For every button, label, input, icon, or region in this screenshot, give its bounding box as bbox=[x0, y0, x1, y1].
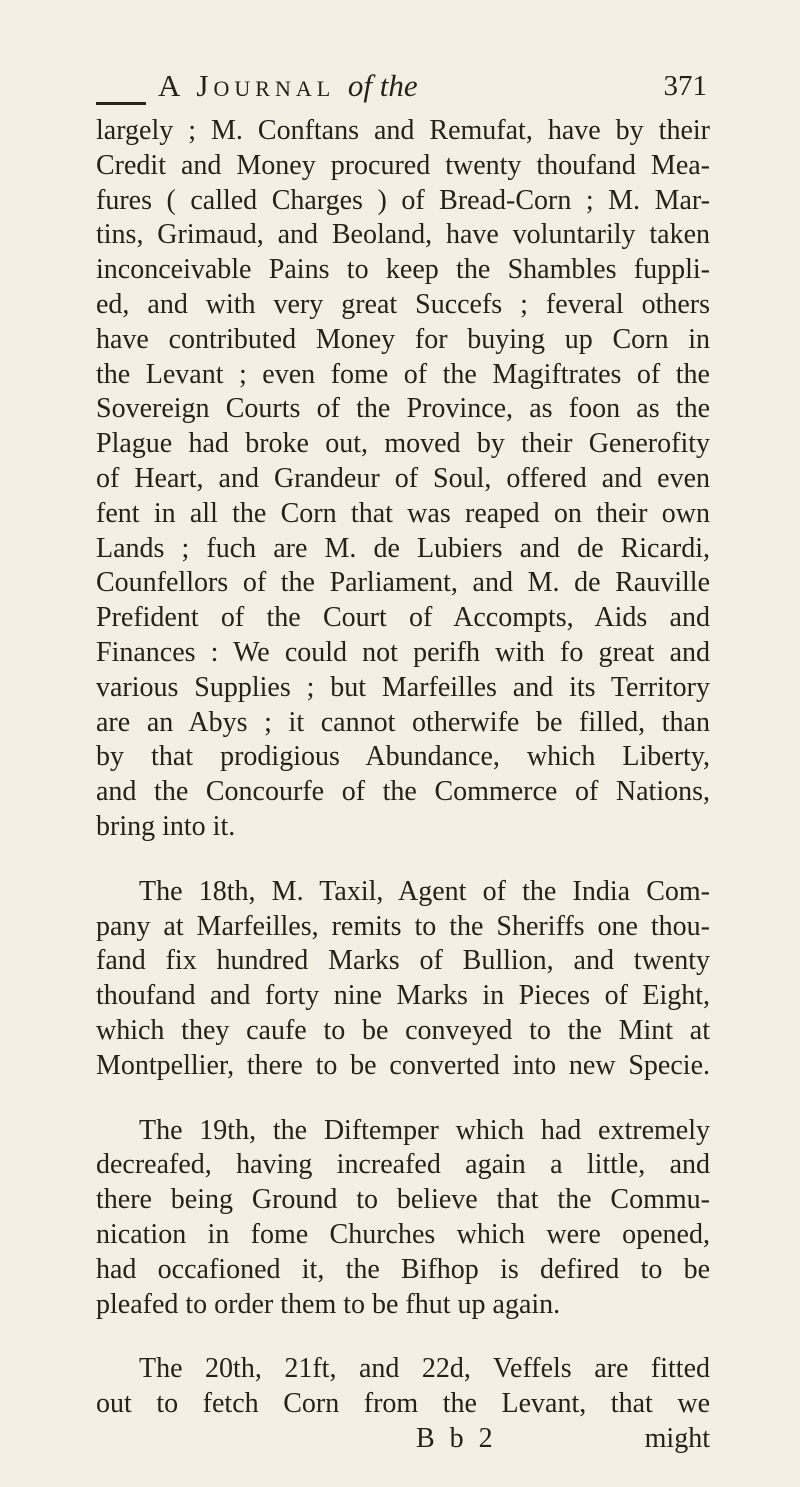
text-line: Montpellier, there to be converted into new Specie. bbox=[96, 1049, 710, 1081]
text-line: out to fetch Corn from the Levant, that we bbox=[96, 1388, 710, 1420]
text-line: tins, Grimaud, and Beoland, have voluntarily taken bbox=[96, 219, 710, 251]
paragraph-4 bbox=[96, 1352, 710, 1456]
paragraph-gap bbox=[96, 1084, 710, 1114]
text-line: and the Concourfe of the Commerce of Nations, bbox=[96, 776, 710, 808]
header-rule bbox=[96, 102, 146, 105]
text-line: nication in fome Churches which were opened, bbox=[96, 1218, 710, 1250]
text-line: fand fix hundred Marks of Bullion, and twenty bbox=[96, 945, 710, 977]
paragraph-gap bbox=[96, 845, 710, 875]
text-line: by that prodigious Abundance, which Liberty, bbox=[96, 741, 710, 773]
text-line: decreafed, having increafed again a little, and bbox=[96, 1149, 710, 1181]
body-text bbox=[96, 114, 710, 1457]
text-line: The 18th, M. Taxil, Agent of the India Com- bbox=[139, 875, 710, 907]
text-line: largely ; M. Conftans and Remufat, have by their bbox=[96, 115, 710, 146]
text-line: Lands ; fuch are M. de Lubiers and de Ricardi, bbox=[96, 532, 710, 564]
paragraph-3 bbox=[96, 1114, 710, 1323]
running-title-italic: of the bbox=[347, 68, 418, 103]
text-line: Credit and Money procured twenty thoufand Mea- bbox=[96, 149, 710, 181]
text-line: bring into it. bbox=[96, 810, 236, 842]
text-line: fent in all the Corn that was reaped on their own bbox=[96, 497, 710, 529]
text-line: Plague had broke out, moved by their Generofity bbox=[96, 428, 710, 460]
paragraph-gap bbox=[96, 1322, 710, 1352]
text-line: the Levant ; even fome of the Magiftrates of the bbox=[96, 358, 710, 390]
text-line: of Heart, and Grandeur of Soul, offered and even bbox=[96, 462, 710, 494]
text-line: there being Ground to believe that the Commu- bbox=[96, 1184, 710, 1216]
text-line: fures ( called Charges ) of Bread-Corn ; M. Mar- bbox=[96, 184, 710, 216]
paragraph-2 bbox=[96, 875, 710, 1084]
text-line: pleafed to order them to be fhut up again. bbox=[96, 1288, 561, 1320]
text-line: The 19th, the Diftemper which had extremely bbox=[139, 1114, 710, 1146]
text-line: pany at Marfeilles, remits to the Sheriffs one thou- bbox=[96, 910, 710, 942]
running-header bbox=[0, 68, 800, 108]
text-line: have contributed Money for buying up Corn in bbox=[96, 323, 710, 355]
paragraph-1 bbox=[96, 114, 710, 845]
text-line: Finances : We could not perifh with fo great and bbox=[96, 636, 710, 668]
signature-mark: B b 2 bbox=[416, 1422, 497, 1454]
footer-line bbox=[96, 1422, 710, 1457]
catchword: might bbox=[644, 1422, 710, 1454]
text-line: Counfellors of the Parliament, and M. de Rauville bbox=[96, 567, 710, 599]
text-line: inconceivable Pains to keep the Shambles fuppli- bbox=[96, 254, 710, 286]
text-line: Sovereign Courts of the Province, as foon as the bbox=[96, 393, 710, 425]
text-line: had occafioned it, the Bifhop is defired to be bbox=[96, 1253, 710, 1285]
running-title-main: A Journal bbox=[158, 68, 336, 103]
text-line: thoufand and forty nine Marks in Pieces of Eight, bbox=[96, 980, 710, 1012]
page-number: 371 bbox=[663, 70, 707, 102]
text-line: Prefident of the Court of Accompts, Aids and bbox=[96, 602, 710, 634]
running-title bbox=[158, 68, 418, 104]
text-line: various Supplies ; but Marfeilles and its Territory bbox=[96, 671, 710, 703]
text-line: which they caufe to be conveyed to the Mint at bbox=[96, 1014, 710, 1046]
text-line: are an Abys ; it cannot otherwife be filled, than bbox=[96, 706, 710, 738]
text-line: The 20th, 21ft, and 22d, Veffels are fitted bbox=[139, 1353, 710, 1385]
text-line: ed, and with very great Succefs ; feveral others bbox=[96, 288, 710, 320]
